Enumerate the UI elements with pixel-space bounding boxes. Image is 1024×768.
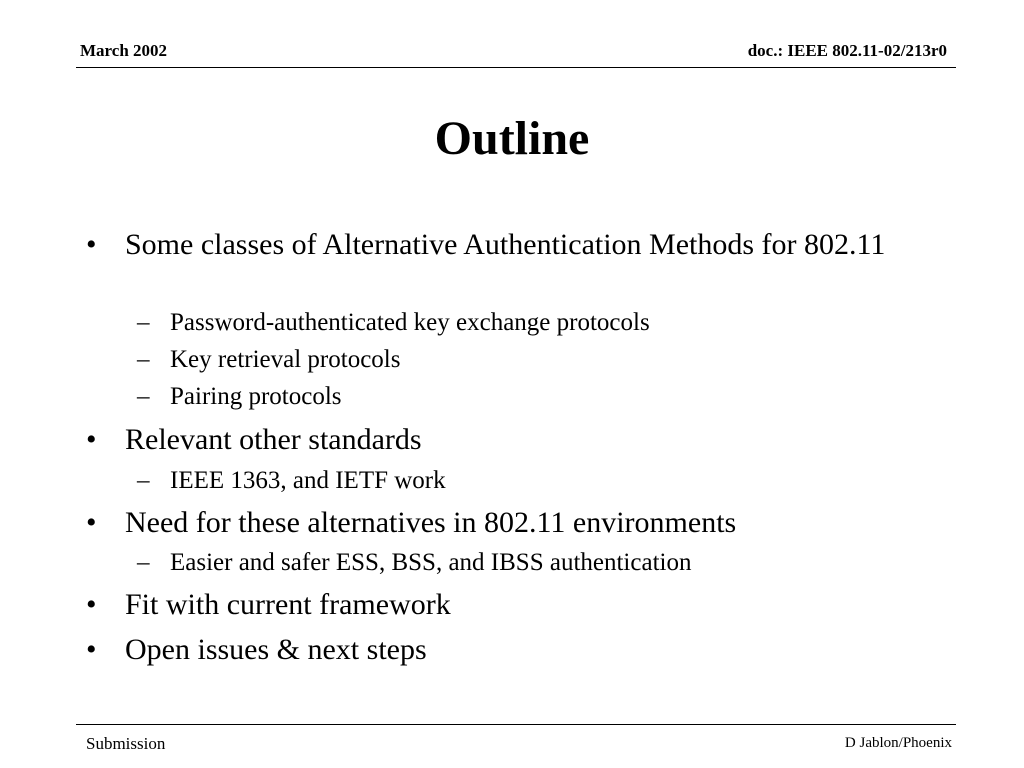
bullet-marker: • <box>86 506 97 539</box>
bullet-marker: • <box>86 423 97 456</box>
footer-divider <box>76 724 956 725</box>
sub-bullet-item <box>137 466 930 496</box>
bullet-marker: • <box>86 633 97 666</box>
header-date: March 2002 <box>80 41 168 60</box>
sub-bullet-marker: – <box>137 309 150 336</box>
bullet-marker: • <box>86 228 97 261</box>
footer-author: D Jablon/Phoenix <box>844 735 952 751</box>
sub-bullet-item <box>137 382 930 412</box>
bullet-item <box>86 631 925 669</box>
sub-bullet-text: Easier and safer ESS, BSS, and IBSS authentication <box>170 549 692 576</box>
bullet-text: Some classes of Alternative Authentication Methods for 802.11 <box>125 228 886 261</box>
sub-bullet-item <box>137 345 930 375</box>
sub-bullet-marker: – <box>137 549 150 576</box>
bullet-item <box>86 421 925 459</box>
sub-bullet-marker: – <box>137 467 150 494</box>
bullet-item <box>86 586 925 624</box>
bullet-item <box>86 226 925 264</box>
bullet-text: Need for these alternatives in 802.11 environments <box>125 506 737 539</box>
sub-bullet-text: Key retrieval protocols <box>170 346 401 373</box>
bullet-item <box>86 504 925 542</box>
slide-title: Outline <box>434 112 590 165</box>
sub-bullet-item <box>137 548 930 578</box>
bullet-text: Open issues & next steps <box>125 633 427 666</box>
sub-bullet-item <box>137 308 930 338</box>
bullet-text: Relevant other standards <box>125 423 422 456</box>
footer-submission: Submission <box>86 734 166 753</box>
header-doc-id: doc.: IEEE 802.11-02/213r0 <box>747 41 947 60</box>
bullet-text: Fit with current framework <box>125 588 451 621</box>
sub-bullet-text: IEEE 1363, and IETF work <box>170 467 446 494</box>
sub-bullet-marker: – <box>137 383 150 410</box>
sub-bullet-text: Password-authenticated key exchange protocols <box>170 309 650 336</box>
sub-bullet-text: Pairing protocols <box>170 383 342 410</box>
sub-bullet-marker: – <box>137 346 150 373</box>
bullet-marker: • <box>86 588 97 621</box>
